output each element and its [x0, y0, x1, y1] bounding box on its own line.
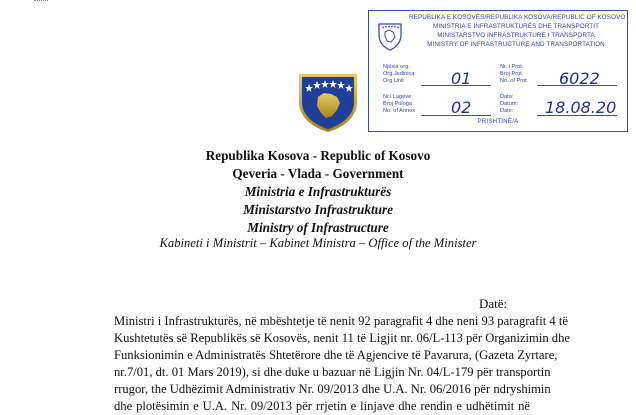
header-ministry-albanian: Ministria e Infrastrukturës — [244, 184, 392, 199]
date-label: Datë: — [479, 296, 508, 311]
stamp-label: No. of Prot. — [500, 78, 529, 84]
header-office-of-minister: Kabineti i Ministrit – Kabinet Ministra – Office of the Minister — [159, 236, 477, 250]
stamp-label: Data: — [500, 94, 514, 100]
stamp-label: Org.Unit — [383, 78, 404, 84]
stamp-label: Broj Priloga — [383, 101, 412, 107]
stamp-org-unit-value: 01 — [451, 69, 472, 88]
stamp-label: Nr. i Prot. — [500, 64, 524, 70]
body-text-line: Kushtetutës së Republikës së Kosovës, nenit 11 të Ligjit nr. 06/L-113 për Organizimin dhe — [114, 331, 570, 345]
stamp-label: Date: — [500, 108, 514, 114]
stamp-annex-count-value: 02 — [451, 98, 472, 117]
stamp-emblem-icon — [375, 21, 405, 51]
stamp-label: Org.Jedinica — [383, 71, 415, 77]
stamp-label: Datum: — [500, 101, 519, 107]
body-text-line: Funksionimin e Administratës Shtetërore dhe të Agjencive të Pavarura, (Gazeta Zyrtare, — [114, 348, 558, 362]
stamp-header-line: MINISTRY OF INFRASTRUCTURE AND TRANSPORTATION — [427, 41, 605, 48]
scan-artifact — [34, 0, 48, 4]
body-text-line: Ministri i Infrastrukturës, në mbështetje të nenit 92 paragrafit 4 dhe neni 93 paragrafit 4 të — [114, 314, 568, 328]
stamp-date-value: 18.08.20 — [545, 98, 617, 117]
stamp-header-line: REPUBLIKA E KOSOVËS/REPUBLIKA KOSOVA/REPUBLIC OF KOSOVO — [409, 14, 626, 21]
body-text-line: dhe plotësimin e U.A. Nr. 09/2013 për rrjetin e linjave dhe rendin e udhëtimit në — [114, 399, 530, 413]
body-text-line: rrugor, the Udhëzimit Administrativ Nr. 09/2013 dhe U.A. Nr. 06/2016 për ndryshimin — [114, 382, 551, 396]
stamp-label: No. of Annex — [383, 108, 416, 114]
body-text-line: nr.7/01, dt. 01 Mars 2019), si dhe duke u bazuar në Ligjin Nr. 04/L-179 për transportin — [114, 365, 551, 379]
stamp-footer: PRISHTINË/A — [477, 119, 519, 125]
header-ministry-serbian: Ministarstvo Infrastrukture — [243, 202, 393, 217]
stamp-header — [409, 13, 626, 49]
stamp-label: Njësia org. — [383, 64, 410, 70]
stamp-label: Nr.i Lageve — [383, 94, 412, 100]
stamp-label: Broj Prot. — [500, 71, 524, 77]
stamp-header-line: MINISTRIA E INFRASTRUKTURËS DHE TRANSPORTIT — [432, 23, 600, 30]
header-government: Qeveria - Vlada - Government — [232, 166, 404, 181]
header-republic: Republika Kosova - Republic of Kosovo — [205, 148, 431, 163]
registry-stamp — [368, 10, 628, 132]
kosovo-coat-of-arms-icon — [296, 72, 360, 134]
header-ministry-english: Ministry of Infrastructure — [247, 220, 389, 235]
stamp-header-line: MINISTARSTVO INFRASTRUKTURE I TRANSPORTA — [437, 32, 595, 39]
stamp-protocol-number-value: 6022 — [559, 69, 600, 88]
